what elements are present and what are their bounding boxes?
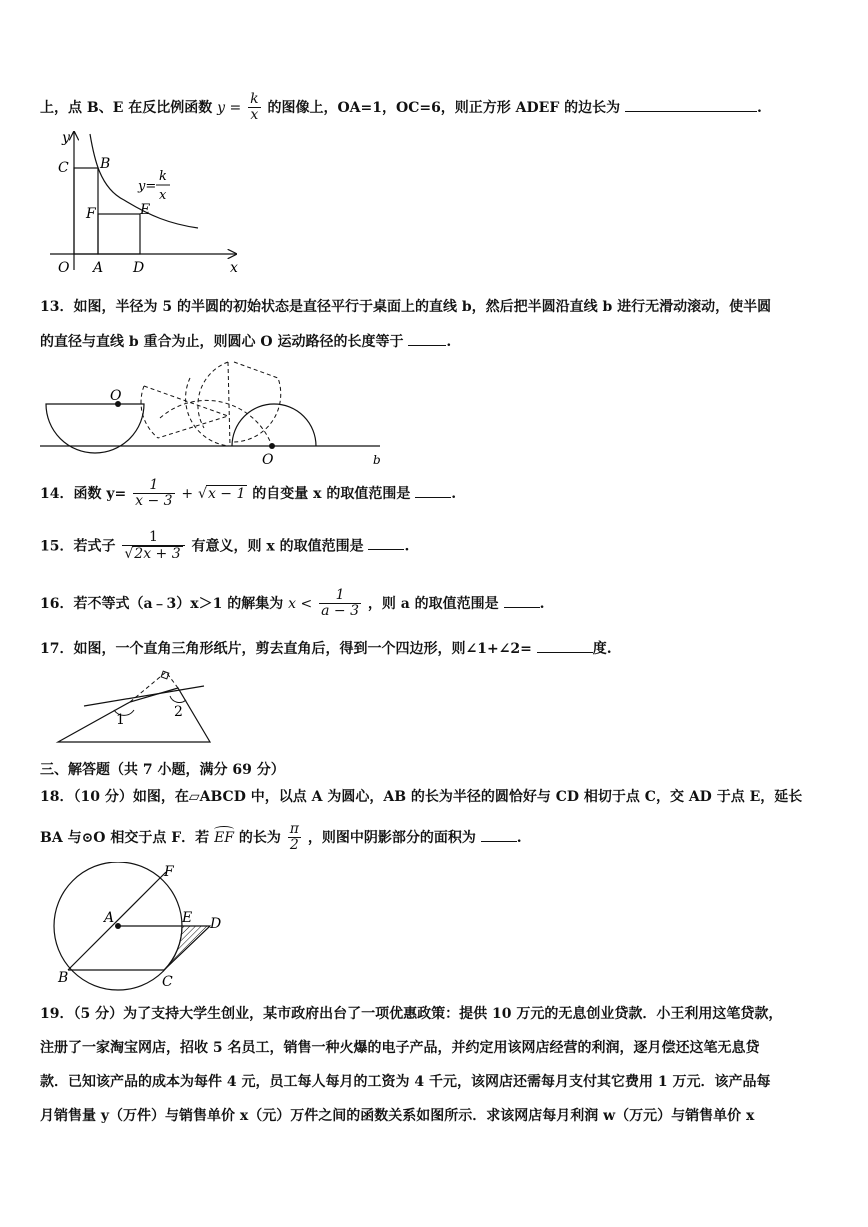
q14-line	[40, 478, 456, 510]
q13-line1: 13．如图，半径为 5 的半圆的初始状态是直径平行于桌面上的直线 b，然后把半圆沿直线 b 进行无滑动滚动，使半圆	[40, 299, 772, 315]
q13-label-b: b	[373, 453, 381, 467]
q14-fraction	[133, 478, 174, 510]
q19-line3: 款．已知该产品的成本为每件 4 元，员工每人每月的工资为 4 千元，该网店还需每月支付其它费用 1 万元．该产品每	[40, 1074, 771, 1090]
q13-answer-blank	[408, 345, 446, 346]
q16-line	[40, 588, 544, 620]
q19-line2: 注册了一家淘宝网店，招收 5 名员工，销售一种火爆的电子产品，并约定用该网店经营的利润，逐月偿还这笔无息贷	[40, 1040, 760, 1056]
q15-suffix: 有意义，则 x 的取值范围是	[191, 538, 364, 555]
q15-den-wrap: √2x + 3	[124, 546, 181, 563]
q12-label-f: F	[86, 206, 96, 222]
q18-point-a	[115, 923, 121, 929]
q16-end: .	[539, 595, 545, 612]
q18-den: 2	[289, 837, 299, 854]
q18-end: .	[516, 829, 522, 846]
q12-curve-den: x	[159, 188, 167, 203]
q14-plus: +	[181, 485, 194, 502]
q16-den: a − 3	[321, 603, 359, 620]
q18-figure	[50, 862, 240, 992]
q15-fraction	[122, 530, 184, 563]
q14-prefix: 14．函数 y=	[40, 485, 127, 502]
q14-answer-blank	[415, 497, 451, 498]
q15-den: 2x + 3	[134, 546, 181, 563]
q13-end: .	[446, 334, 452, 350]
q16-suffix: ，则 a 的取值范围是	[367, 595, 499, 612]
q12-curve-num: k	[159, 169, 167, 184]
q12-label-x: x	[230, 260, 238, 276]
q15-num: 1	[122, 530, 184, 546]
q12-label-d: D	[133, 260, 145, 276]
q12-func-lhs: y =	[217, 99, 242, 116]
q18-line-bf	[68, 872, 166, 970]
q16-answer-blank	[504, 607, 540, 608]
q12-func-den: x	[250, 107, 259, 124]
q13-rolling-6	[234, 362, 281, 442]
q18-label-b: B	[58, 970, 69, 986]
q12-label-o: O	[58, 260, 70, 276]
q16-num: 1	[319, 588, 361, 604]
q13-rolling-3	[186, 378, 230, 446]
q16-ineq: x <	[288, 595, 313, 612]
q13-semicircle-final	[232, 404, 316, 446]
q13-rolling-arc	[160, 400, 272, 446]
q18-label-f: F	[164, 864, 174, 880]
q17-text: 17．如图，一个直角三角形纸片，剪去直角后，得到一个四边形，则∠1+∠2=	[40, 641, 532, 657]
q15-answer-blank	[368, 549, 404, 550]
q18-line2a: BA 与⊙O 相交于点 F．若	[40, 829, 210, 846]
q12-text-a: 上，点 B、E 在反比例函数	[40, 99, 213, 116]
q12-label-c: C	[58, 160, 69, 176]
q12-label-e: E	[140, 202, 151, 218]
q18-arc-mark	[214, 826, 234, 833]
q13-figure	[40, 358, 400, 468]
q12-end: .	[757, 99, 762, 116]
q17-right-angle-mark	[161, 671, 169, 679]
q12-figure	[40, 128, 260, 278]
q13-label-o-bottom: O	[262, 452, 274, 468]
q17-figure	[52, 666, 232, 746]
q18-line2	[40, 822, 522, 854]
q12-func-num: k	[250, 91, 259, 107]
q17-quadrilateral	[58, 688, 210, 742]
q12-label-y: y	[62, 130, 70, 146]
q14-suffix: 的自变量 x 的取值范围是	[252, 485, 411, 502]
q18-answer-blank	[481, 841, 517, 842]
q14-end: .	[451, 485, 457, 502]
q16-prefix: 16．若不等式（a﹣3）x＞1 的解集为	[40, 595, 284, 612]
q14-num: 1	[133, 478, 174, 494]
q18-line1: 18．（10 分）如图，在▱ABCD 中，以点 A 为圆心，AB 的长为半径的圆恰好与 CD 相切于点 C，交 AD 于点 E，延长	[40, 789, 803, 805]
q14-radicand: x − 1	[207, 485, 246, 502]
q18-fraction	[288, 822, 301, 854]
q13-center-bottom	[269, 443, 275, 449]
q17-label-1: 1	[116, 712, 125, 728]
q18-line2b: 的长为	[238, 829, 281, 846]
q18-arc-ef	[214, 830, 234, 846]
q13-label-o-top: O	[110, 388, 122, 404]
q18-line2c: ，则图中阴影部分的面积为	[307, 829, 476, 846]
q19-line1: 19．（5 分）为了支持大学生创业，某市政府出台了一项优惠政策：提供 10 万元的无息创业贷款．小王利用这笔贷款，	[40, 1006, 783, 1022]
q13-line2-text: 的直径与直线 b 重合为止，则圆心 O 运动路径的长度等于	[40, 334, 404, 350]
q18-arc-label: EF	[214, 829, 234, 846]
q12-curve-lhs: y=	[138, 179, 157, 194]
q12-text-b: 的图像上，OA=1，OC=6，则正方形 ADEF 的边长为	[267, 99, 621, 116]
q12-square-adef	[98, 214, 140, 254]
q17-label-2: 2	[174, 704, 183, 720]
q18-label-a: A	[104, 910, 115, 926]
q17-line	[40, 638, 612, 658]
q18-label-d: D	[210, 916, 222, 932]
q12-label-b: B	[100, 156, 111, 172]
q17-end: 度.	[592, 641, 612, 657]
q12-func-fraction	[248, 92, 260, 124]
q15-prefix: 15．若式子	[40, 538, 116, 555]
q17-cut-line	[84, 686, 204, 706]
q13-line2	[40, 331, 451, 351]
q15-end: .	[404, 538, 410, 555]
q14-den: x − 3	[135, 493, 173, 510]
section-3-heading: 三、解答题（共 7 小题，满分 69 分）	[40, 762, 285, 778]
q17-answer-blank	[537, 652, 593, 653]
q14-sqrt: √x − 1	[198, 485, 246, 502]
q18-label-c: C	[162, 974, 173, 990]
q12-label-a: A	[93, 260, 104, 276]
q12-answer-blank	[625, 111, 757, 112]
q19-line4: 月销售量 y（万件）与销售单价 x（元）万件之间的函数关系如图所示．求该网店每月利润 w（万元）与销售单价 x	[40, 1108, 755, 1124]
q16-fraction	[319, 588, 361, 620]
q18-num: π	[289, 821, 299, 837]
q13-rolling-5	[198, 362, 228, 428]
q18-label-e: E	[182, 910, 193, 926]
q12-text-line	[40, 92, 762, 124]
q15-line	[40, 530, 409, 563]
